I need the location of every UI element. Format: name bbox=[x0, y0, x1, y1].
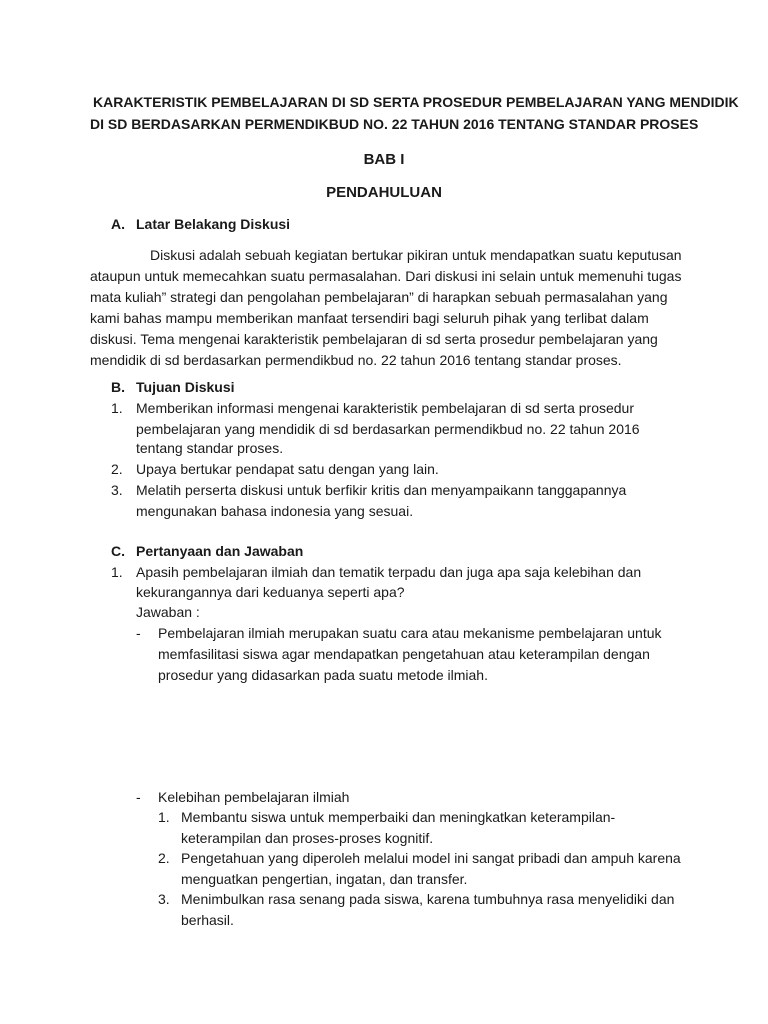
question-line: Apasih pembelajaran ilmiah dan tematik terpadu dan juga apa saja kelebihan dan bbox=[136, 564, 642, 580]
chapter-name: PENDAHULUAN bbox=[326, 184, 442, 201]
list-number: 3. bbox=[158, 891, 170, 907]
paragraph-line: kami bahas mampu memberikan manfaat tersendiri bagi seluruh pihak yang terlibat dalam bbox=[90, 310, 649, 326]
section-a-heading: Latar Belakang Diskusi bbox=[136, 216, 291, 232]
list-number: 2. bbox=[111, 461, 123, 477]
chapter-number: BAB I bbox=[363, 151, 405, 168]
list-item-line: Menimbulkan rasa senang pada siswa, karena tumbuhnya rasa menyelidiki dan bbox=[181, 891, 675, 907]
document-title-line-1: KARAKTERISTIK PEMBELAJARAN DI SD SERTA PROSEDUR PEMBELAJARAN YANG MENDIDIK bbox=[93, 94, 739, 110]
list-item-line: Memberikan informasi mengenai karakteristik pembelajaran di sd serta prosedur bbox=[136, 400, 635, 416]
list-item-line: Melatih perserta diskusi untuk berfikir kritis dan menyampaikann tanggapannya bbox=[136, 482, 627, 498]
list-item-line: Pengetahuan yang diperoleh melalui model ini sangat pribadi dan ampuh karena bbox=[181, 850, 681, 866]
dash-bullet: - bbox=[136, 625, 141, 641]
section-c-marker: C. bbox=[111, 543, 125, 559]
paragraph-line: mendidik di sd berdasarkan permendikbud no. 22 tahun 2016 tentang standar proses. bbox=[90, 352, 622, 368]
question-number: 1. bbox=[111, 564, 123, 580]
list-number: 3. bbox=[111, 482, 123, 498]
answer-line: prosedur yang didasarkan pada suatu metode ilmiah. bbox=[158, 667, 488, 683]
section-c-heading: Pertanyaan dan Jawaban bbox=[136, 543, 304, 559]
list-number: 2. bbox=[158, 850, 170, 866]
answer-label: Jawaban : bbox=[136, 604, 200, 620]
list-number: 1. bbox=[111, 400, 123, 416]
list-item-line: Membantu siswa untuk memperbaiki dan meningkatkan keterampilan- bbox=[181, 809, 616, 825]
section-a-marker: A. bbox=[111, 216, 125, 232]
list-item-line: keterampilan dan proses-proses kognitif. bbox=[181, 830, 434, 846]
document-title-line-2: DI SD BERDASARKAN PERMENDIKBUD NO. 22 TAHUN 2016 TENTANG STANDAR PROSES bbox=[90, 116, 699, 132]
paragraph-line: Diskusi adalah sebuah kegiatan bertukar pikiran untuk mendapatkan suatu keputusan bbox=[150, 247, 682, 263]
list-item-line: mengunakan bahasa indonesia yang sesuai. bbox=[136, 503, 414, 519]
dash-bullet: - bbox=[136, 789, 141, 805]
question-line: kekurangannya dari keduanya seperti apa? bbox=[136, 584, 405, 600]
list-item-line: berhasil. bbox=[181, 912, 234, 928]
paragraph-line: mata kuliah” strategi dan pengolahan pembelajaran” di harapkan sebuah permasalahan yang bbox=[90, 289, 668, 305]
list-item-line: Upaya bertukar pendapat satu dengan yang lain. bbox=[136, 461, 439, 477]
answer-line: memfasilitasi siswa agar mendapatkan pengetahuan atau keterampilan dengan bbox=[158, 646, 650, 662]
paragraph-line: diskusi. Tema mengenai karakteristik pembelajaran di sd serta prosedur pembelajaran yang bbox=[90, 331, 658, 347]
list-item-line: tentang standar proses. bbox=[136, 440, 284, 456]
answer-line: Pembelajaran ilmiah merupakan suatu cara atau mekanisme pembelajaran untuk bbox=[158, 625, 662, 641]
section-b-heading: Tujuan Diskusi bbox=[136, 379, 235, 395]
list-number: 1. bbox=[158, 809, 170, 825]
list-item-line: menguatkan pengertian, ingatan, dan transfer. bbox=[181, 871, 468, 887]
section-b-marker: B. bbox=[111, 379, 125, 395]
advantages-heading: Kelebihan pembelajaran ilmiah bbox=[158, 789, 350, 805]
list-item-line: pembelajaran yang mendidik di sd berdasarkan permendikbud no. 22 tahun 2016 bbox=[136, 421, 640, 437]
paragraph-line: ataupun untuk memecahkan suatu permasalahan. Dari diskusi ini selain untuk memenuhi tugas bbox=[90, 268, 682, 284]
